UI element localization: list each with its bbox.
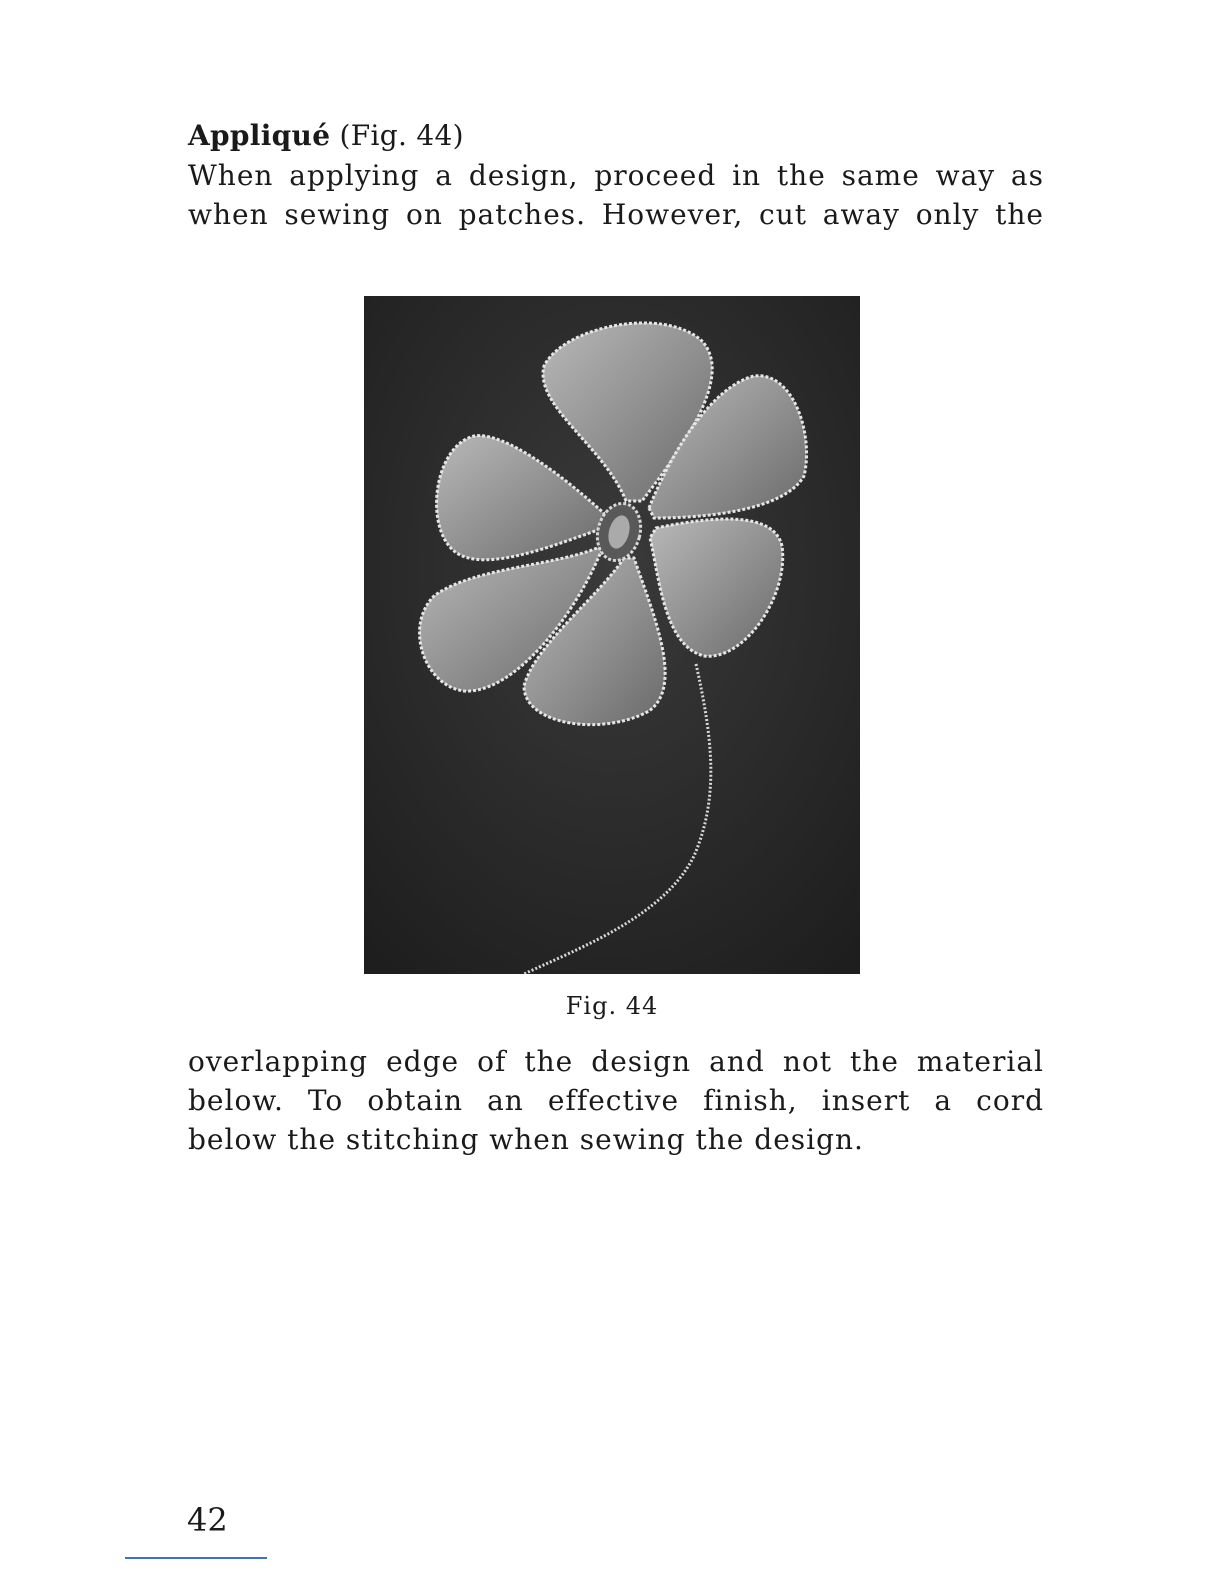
paragraph-line: below. To obtain an effective finish, insert a cord [188,1084,1044,1117]
figure-caption: Fig. 44 [565,992,659,1020]
paragraph-line: below the stitching when sewing the design. [188,1123,864,1156]
page-number: 42 [187,1501,228,1539]
section-heading [188,118,464,154]
paragraph-intro [188,156,1044,234]
figure-44-image [364,296,860,974]
paragraph-continuation [188,1042,1044,1159]
paragraph-line: When applying a design, proceed in the same way as [188,159,1044,192]
flower-applique-photo [364,296,860,974]
heading-figure-ref: (Fig. 44) [339,119,464,152]
paragraph-line: when sewing on patches. However, cut away only the [188,198,1044,231]
heading-title: Appliqué [188,119,331,152]
footer-rule [125,1557,267,1559]
paragraph-line: overlapping edge of the design and not the material [188,1045,1044,1078]
